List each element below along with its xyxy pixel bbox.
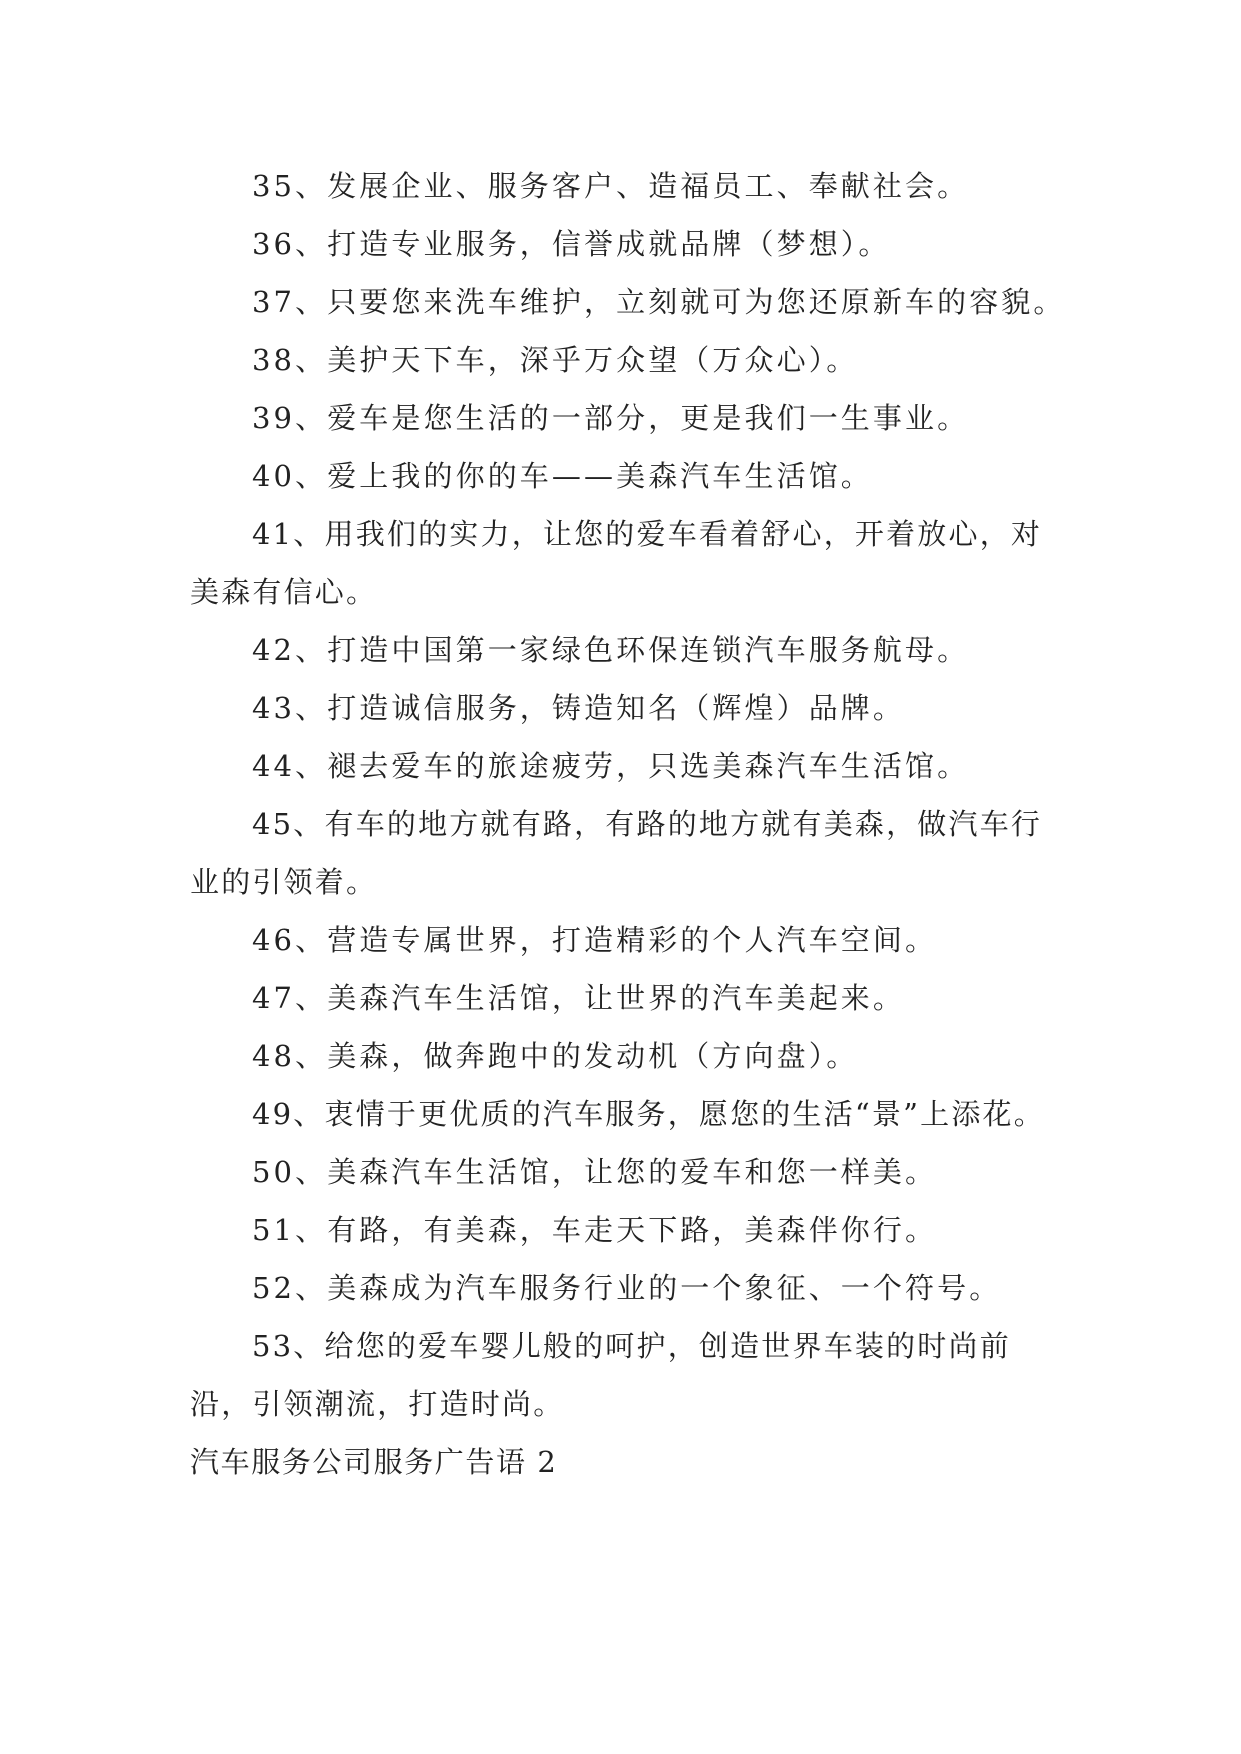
slogan-paragraph: 52、美森成为汽车服务行业的一个象征、一个符号。 <box>252 1271 1002 1305</box>
slogan-paragraph: 38、美护天下车，深乎万众望（万众心）。 <box>252 343 859 377</box>
slogan-paragraph: 48、美森，做奔跑中的发动机（方向盘）。 <box>252 1039 859 1073</box>
slogan-paragraph: 39、爱车是您生活的一部分，更是我们一生事业。 <box>252 401 970 435</box>
slogan-paragraph: 44、褪去爱车的旅途疲劳，只选美森汽车生活馆。 <box>252 749 970 783</box>
slogan-paragraph: 50、美森汽车生活馆，让您的爱车和您一样美。 <box>252 1155 938 1189</box>
document-body <box>190 157 1072 1491</box>
slogan-paragraph: 47、美森汽车生活馆，让世界的汽车美起来。 <box>252 981 906 1015</box>
slogan-paragraph: 42、打造中国第一家绿色环保连锁汽车服务航母。 <box>252 633 970 667</box>
slogan-paragraph: 43、打造诚信服务，铸造知名（辉煌）品牌。 <box>252 691 906 725</box>
slogan-paragraph: 37、只要您来洗车维护，立刻就可为您还原新车的容貌。 <box>252 285 1066 319</box>
slogan-paragraph: 35、发展企业、服务客户、造福员工、奉献社会。 <box>252 169 970 203</box>
slogan-paragraph: 45、有车的地方就有路，有路的地方就有美森，做汽车行业的引领着。 <box>190 807 1043 899</box>
slogan-paragraph: 49、衷情于更优质的汽车服务，愿您的生活“景”上添花。 <box>252 1097 1045 1131</box>
slogan-paragraph: 36、打造专业服务，信誉成就品牌（梦想）。 <box>252 227 891 261</box>
slogan-paragraph: 53、给您的爱车婴儿般的呵护，创造世界车装的时尚前沿，引领潮流，打造时尚。 <box>190 1329 1011 1421</box>
slogan-paragraph: 51、有路，有美森，车走天下路，美森伴你行。 <box>252 1213 938 1247</box>
slogan-paragraph: 41、用我们的实力，让您的爱车看着舒心，开着放心，对美森有信心。 <box>190 517 1043 609</box>
slogan-paragraph: 40、爱上我的你的车——美森汽车生活馆。 <box>252 459 873 493</box>
section-heading: 汽车服务公司服务广告语 2 <box>190 1445 558 1479</box>
slogan-paragraph: 46、营造专属世界，打造精彩的个人汽车空间。 <box>252 923 938 957</box>
